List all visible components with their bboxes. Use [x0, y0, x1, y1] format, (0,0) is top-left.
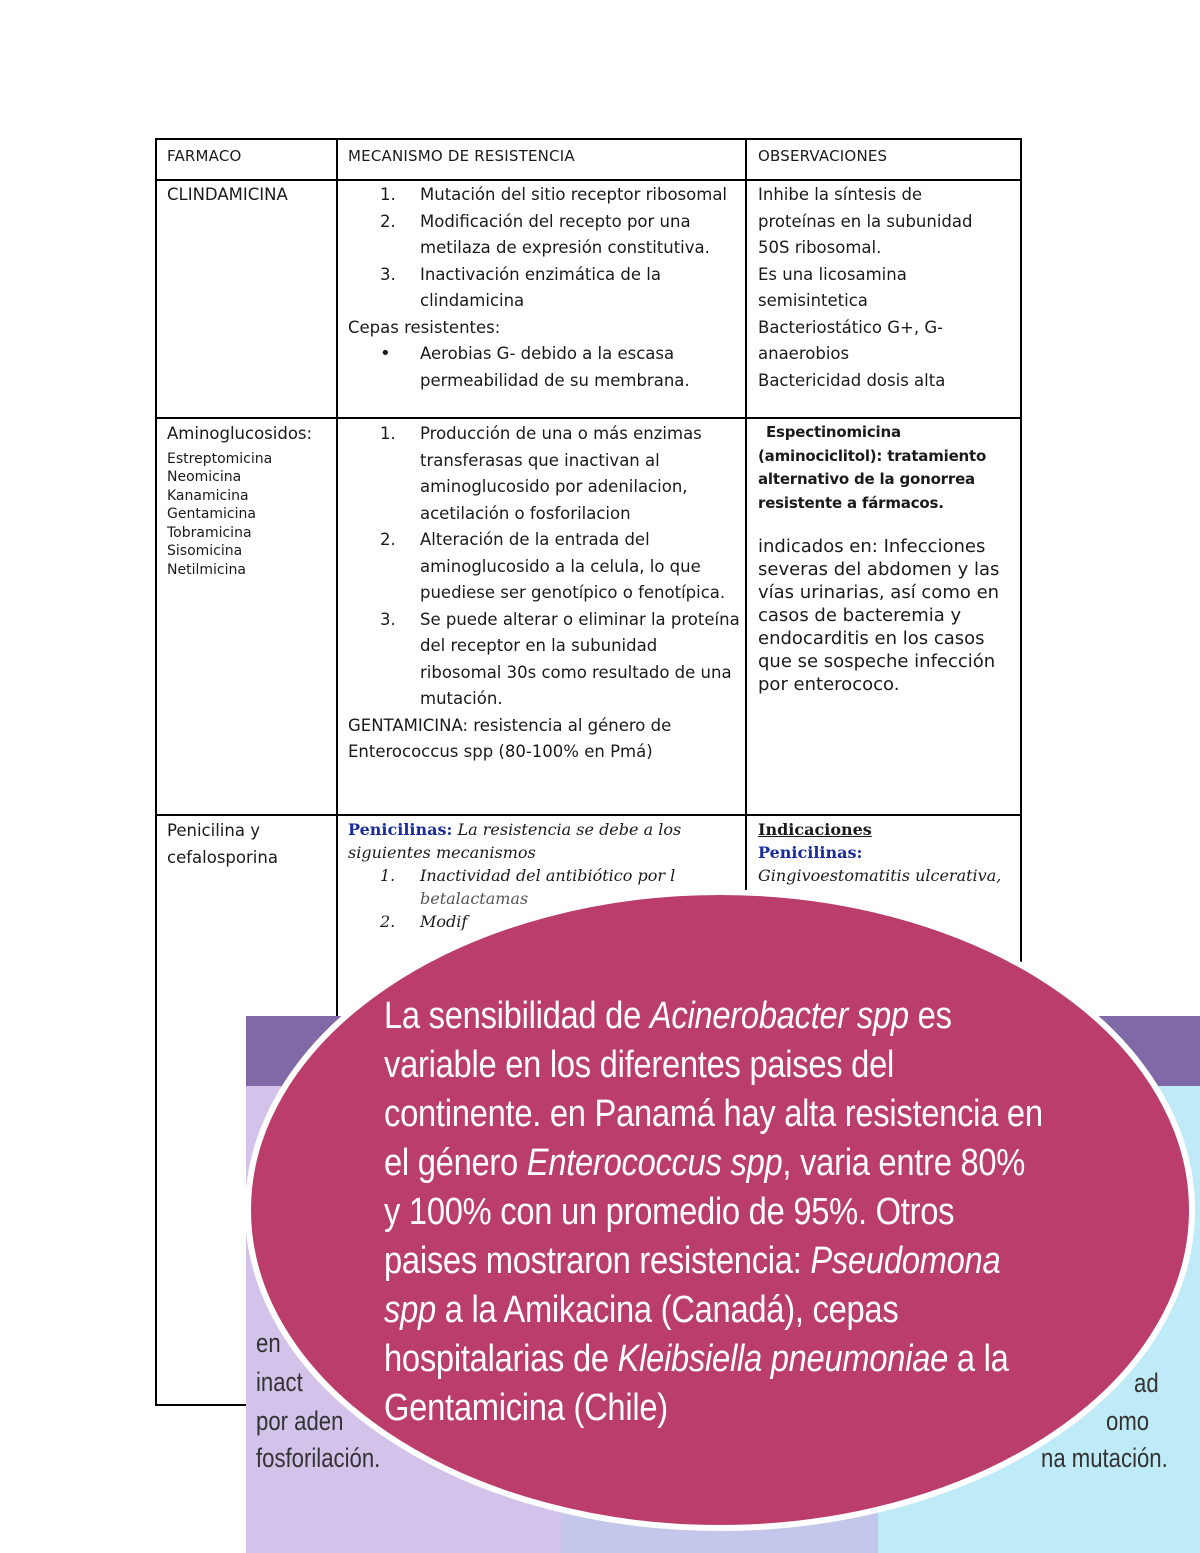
observation-line: Bacteriostático G+, G- anaerobios [758, 317, 944, 363]
list-item: • Aerobias G- debido a la escasa permeabilidad de su membrana. [380, 343, 690, 390]
list-item: Gentamicina [167, 506, 256, 522]
callout-line: La sensibilidad de Acinerobacter spp es [384, 995, 952, 1037]
callout-line: hospitalarias de Kleibsiella pneumoniae a la [384, 1338, 1009, 1380]
list-item: 1. Producción de una o más enzimas transferasas que inactivan al aminoglucosido por adenilacion, acetilación o fosforilacion [380, 424, 702, 523]
list-item: 1. Inactividad del antibiótico por l [380, 866, 676, 885]
list-item: Tobramicina [167, 524, 252, 541]
espectinomicina-note: Espectinomicina (aminociclitol): tratamiento alternativo de la gonorrea resistente a fármacos. [758, 423, 987, 512]
column-divider-2 [745, 138, 747, 1018]
list-item: 1. Mutación del sitio receptor ribosomal [380, 185, 728, 204]
penicilinas-heading: Penicilinas: [758, 843, 863, 862]
list-item: 3. Se puede alterar o eliminar la proteína del receptor en la subunidad ribosomal 30s como resultado de una mutación. [380, 609, 740, 708]
drug-clindamicina: CLINDAMICINA [167, 185, 288, 204]
list-item: Sisomicina [167, 543, 243, 559]
row1-divider [155, 417, 1022, 419]
slide-text-fragment: omo [1106, 1406, 1150, 1436]
list-item: Estreptomicina [167, 450, 273, 467]
list-item: Neomicina [167, 469, 242, 485]
slide-text-fragment: na mutación. [1041, 1443, 1168, 1473]
callout-line: el género Enterococcus spp, varia entre 80% [384, 1142, 1026, 1184]
list-item: 2. Alteración de la entrada del aminoglucosido a la celula, lo que puediese ser genotípico o fenotípica. [380, 530, 726, 602]
header-observaciones: OBSERVACIONES [758, 147, 888, 165]
clindamicina-mechanisms [348, 182, 740, 394]
callout-line: paises mostraron resistencia: Pseudomona [384, 1240, 1001, 1282]
bullet-icon: • [380, 343, 391, 364]
column-divider-1 [336, 138, 338, 1018]
table-border-right [1020, 138, 1022, 1018]
list-item: Netilmicina [167, 561, 246, 578]
callout-text [384, 992, 1043, 1433]
penicilinas-observations [758, 818, 1013, 887]
table-border-top [155, 138, 1022, 140]
aminoglucosidos-observations [758, 421, 1013, 696]
resistant-strains-label: Cepas resistentes: [348, 317, 501, 337]
callout-line: variable en los diferentes paises del [384, 1044, 895, 1086]
aminoglucosidos-list [167, 450, 332, 580]
observation-line: Inhibe la síntesis de proteínas en la subunidad 50S ribosomal. [758, 185, 973, 257]
row2-divider [155, 814, 1022, 816]
slide-text-fragment: en [256, 1328, 281, 1358]
header-row-divider [155, 179, 1022, 181]
aminoglucosidos-mechanisms [348, 421, 740, 766]
callout-line: continente. en Panamá hay alta resistencia en [384, 1093, 1043, 1135]
slide-text-fragment: fosforilación. [256, 1443, 381, 1473]
indicaciones-heading: Indicaciones [758, 820, 872, 839]
callout-line: spp a la Amikacina (Canadá), cepas [384, 1289, 899, 1331]
header-mecanismo: MECANISMO DE RESISTENCIA [348, 147, 575, 165]
callout-line: Gentamicina (Chile) [384, 1387, 668, 1429]
list-item: betalactamas [420, 889, 529, 908]
gentamicina-note: GENTAMICINA: resistencia al género de Enterococcus spp (80-100% en Pmá) [348, 715, 672, 761]
slide-text-fragment: por aden [256, 1406, 344, 1436]
callout-line: y 100% con un promedio de 95%. Otros [384, 1191, 955, 1233]
indications-text: indicados en: Infecciones severas del abdomen y las vías urinarias, así como en casos de bacteremia y endocarditis en los casos que se sospeche infección por enterococo. [758, 536, 1000, 695]
slide-text-fragment: inact [256, 1367, 303, 1397]
header-farmaco: FARMACO [167, 147, 242, 165]
drug-aminoglucosidos [167, 421, 332, 579]
drug-penicilina: Penicilina y cefalosporina [167, 821, 278, 867]
penicilinas-intro: Penicilinas: La resistencia se debe a los siguientes mecanismos [348, 820, 682, 862]
observation-line: Bactericidad dosis alta [758, 370, 946, 390]
observation-line: Gingivoestomatitis ulcerativa, [758, 866, 1002, 885]
observation-line: Es una licosamina semisintetica [758, 264, 907, 310]
slide-text-fragment: ad [1134, 1368, 1159, 1398]
list-item: 2. Modif [380, 912, 468, 931]
list-item: 3. Inactivación enzimática de la clindamicina [380, 264, 661, 310]
list-item: 2. Modificación del recepto por una metilaza de expresión constitutiva. [380, 211, 710, 257]
table-border-bottom [155, 1404, 255, 1406]
table-border-left [155, 138, 157, 1406]
clindamicina-observations [758, 182, 1003, 394]
drug-group-title: Aminoglucosidos: [167, 424, 313, 443]
list-item: Kanamicina [167, 487, 249, 504]
